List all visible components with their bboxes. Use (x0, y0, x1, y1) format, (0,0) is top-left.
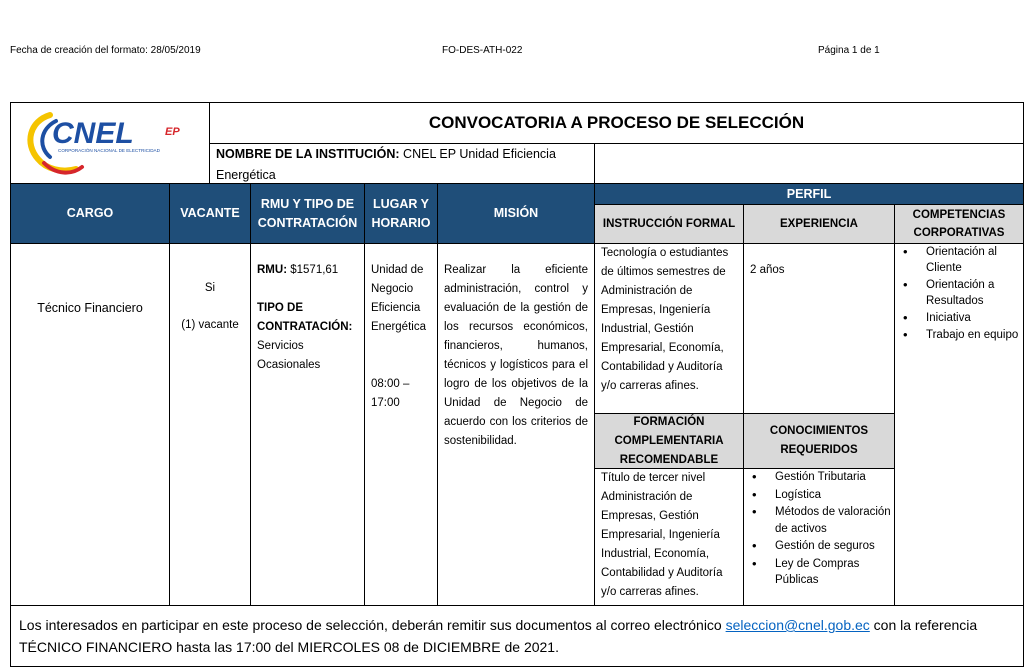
rmu-label: RMU: (257, 264, 288, 276)
cell-rmu (250, 243, 365, 606)
email-link[interactable]: seleccion@cnel.gob.ec (725, 617, 870, 633)
logo-subtitle-text: CORPORACIÓN NACIONAL DE ELECTRICIDAD (58, 148, 160, 153)
cell-cargo (10, 243, 170, 606)
header-experiencia: EXPERIENCIA (743, 204, 895, 244)
cell-lugar (364, 243, 438, 606)
cell-vacante (169, 243, 251, 606)
header-formacion: FORMACIÓN COMPLEMENTARIA RECOMENDABLE (594, 413, 744, 469)
institution-label: NOMBRE DE LA INSTITUCIÓN: (216, 147, 400, 161)
cell-conocimientos (743, 468, 895, 606)
vacante-count: (1) vacante (181, 319, 239, 331)
header-cargo: CARGO (10, 183, 170, 244)
institution-name (209, 143, 595, 184)
page-header (10, 45, 1000, 61)
logo-cell (10, 102, 210, 184)
list-item: • Ley de Compras Públicas (744, 556, 894, 589)
header-rmu: RMU Y TIPO DE CONTRATACIÓN (250, 183, 365, 244)
header-perfil: PERFIL (594, 183, 1024, 205)
header-instruccion-formal: INSTRUCCIÓN FORMAL (594, 204, 744, 244)
header-conocimientos: CONOCIMIENTOS REQUERIDOS (743, 413, 895, 469)
cell-instruccion: Tecnología o estudiantes de últimos semestres de Administración de Empresas, Ingeniería Industrial, Gestión Empresarial, Economía, Contabilidad y Auditoría y/o carreras afines. (594, 243, 744, 414)
footer-instructions (10, 605, 1024, 667)
header-competencias: COMPETENCIAS CORPORATIVAS (894, 204, 1024, 244)
tipo-contratacion-label: TIPO DE CONTRATACIÓN: (257, 302, 353, 333)
lugar-value: Unidad de Negocio Eficiencia Energética (371, 264, 426, 333)
cnel-logo (20, 107, 200, 179)
format-code: FO-DES-ATH-022 (442, 45, 523, 56)
cargo-value: Técnico Financiero (37, 301, 143, 315)
rmu-value: $1571,61 (290, 264, 339, 276)
selection-form-table (10, 102, 1024, 667)
list-item: • Logística (744, 487, 894, 504)
cell-mision: Realizar la eficiente administración, control y evaluación de la gestión de los recursos económicos, financieros, humanos, técnicos y logísticos para el logro de los objetivos de la Unidad de Negocio de acuerdo con los criterios de sostenibilidad. (437, 243, 595, 606)
header-mision: MISIÓN (437, 183, 595, 244)
footer-text-before: Los interesados en participar en este proceso de selección, deberán remitir sus documentos al correo electrónico (19, 617, 726, 633)
list-item: • Gestión de seguros (744, 538, 894, 555)
competencias-list (895, 244, 1023, 343)
list-item: • Trabajo en equipo (895, 327, 1023, 343)
list-item: • Orientación al Cliente (895, 244, 1023, 276)
page-title: CONVOCATORIA A PROCESO DE SELECCIÓN (209, 102, 1024, 144)
logo-brand-text: CNEL (52, 117, 134, 150)
conocimientos-list (744, 469, 894, 589)
cell-competencias (894, 243, 1024, 606)
cell-formacion: Título de tercer nivel Administración de Empresas, Gestión Empresarial, Ingeniería Industrial, Economía, Contabilidad y Auditoría y/o carreras afines. (594, 468, 744, 606)
footer-text-after: con la referencia TÉCNICO FINANCIERO hasta las 17:00 del MIERCOLES 08 de DICIEMBRE de 2021. (19, 617, 978, 655)
page-number: Página 1 de 1 (818, 45, 880, 56)
list-item: • Orientación a Resultados (895, 277, 1023, 309)
tipo-contratacion-value: Servicios Ocasionales (257, 340, 321, 371)
horario-value: 08:00 – 17:00 (371, 378, 410, 409)
cell-experiencia: 2 años (743, 243, 895, 414)
list-item: • Gestión Tributaria (744, 469, 894, 486)
list-item: • Métodos de valoración de activos (744, 504, 894, 537)
format-creation-date: Fecha de creación del formato: 28/05/2019 (10, 45, 201, 56)
header-vacante: VACANTE (169, 183, 251, 244)
institution-empty-cell (594, 143, 1024, 184)
institution-value: CNEL EP Unidad Eficiencia Energética (216, 147, 556, 182)
logo-suffix-text: EP (165, 126, 180, 138)
vacante-si: Si (204, 282, 216, 294)
header-lugar: LUGAR Y HORARIO (364, 183, 438, 244)
list-item: • Iniciativa (895, 310, 1023, 326)
